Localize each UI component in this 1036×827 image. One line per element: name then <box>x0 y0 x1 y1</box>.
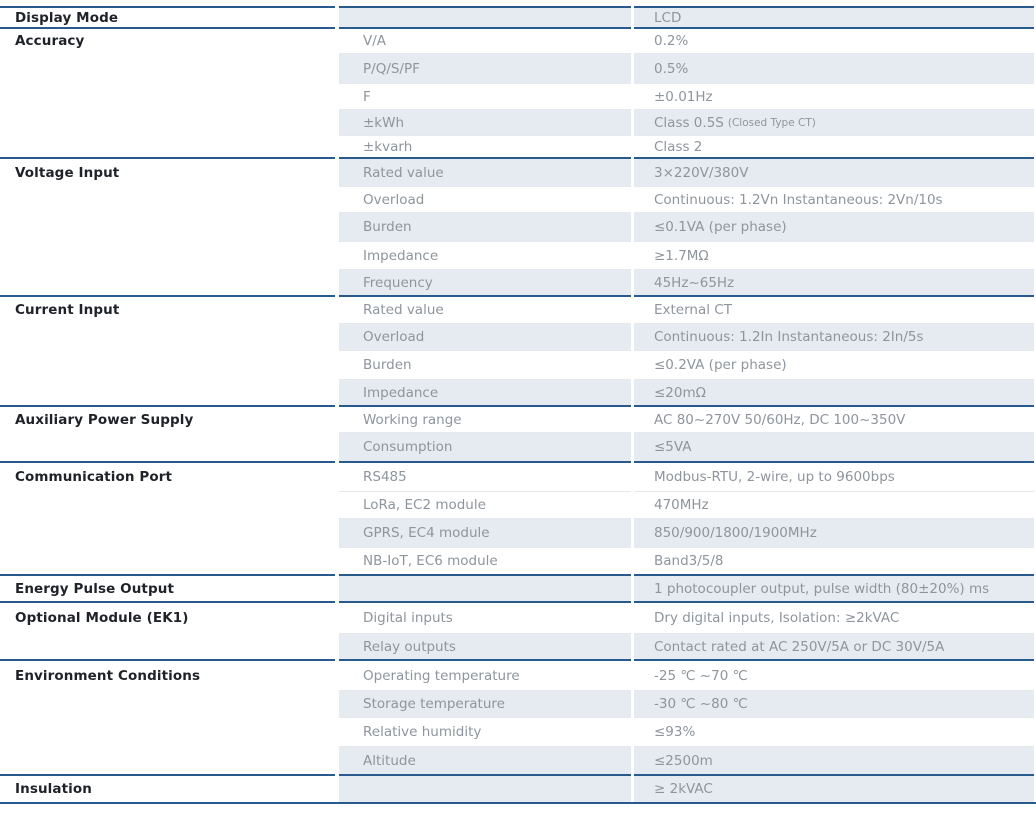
section-label-cell <box>0 186 335 212</box>
parameter-name: GPRS, EC4 module <box>363 525 490 541</box>
section-label-cell <box>0 135 335 157</box>
section-label-cell <box>0 746 335 774</box>
section-label-cell <box>0 432 335 461</box>
value-cell <box>634 547 1034 574</box>
spec-row <box>0 350 1036 379</box>
section-label-cell <box>0 241 335 269</box>
value-cell <box>634 269 1034 295</box>
parameter-cell <box>339 135 631 157</box>
spec-row <box>0 547 1036 574</box>
section-label-cell <box>0 717 335 746</box>
parameter-cell <box>339 295 631 323</box>
value-cell <box>634 746 1034 774</box>
spec-row <box>0 379 1036 405</box>
spec-row <box>0 461 1036 491</box>
section-label-cell <box>0 83 335 109</box>
parameter-value: Contact rated at AC 250V/5A or DC 30V/5A <box>654 638 945 655</box>
table-bottom-rule <box>0 802 1036 804</box>
parameter-name: Altitude <box>363 752 416 769</box>
section-label <box>0 27 335 53</box>
section-label <box>0 461 335 491</box>
value-cell <box>634 295 1034 323</box>
parameter-name: Burden <box>363 219 412 235</box>
section-label-text: Energy Pulse Output <box>15 580 175 597</box>
value-cell <box>634 405 1034 432</box>
parameter-value: ≤5VA <box>654 439 692 455</box>
spec-row <box>0 633 1036 659</box>
spec-row <box>0 491 1036 518</box>
parameter-value: AC 80~270V 50/60Hz, DC 100~350V <box>654 411 906 428</box>
parameter-name: RS485 <box>363 469 407 485</box>
section-label <box>0 601 335 633</box>
parameter-value: -25 ℃ ~70 ℃ <box>654 667 748 684</box>
parameter-value: Band3/5/8 <box>654 553 724 569</box>
parameter-name: LoRa, EC2 module <box>363 497 486 513</box>
parameter-name: ±kvarh <box>363 138 413 155</box>
spec-row <box>0 574 1036 601</box>
parameter-cell <box>339 269 631 295</box>
value-cell <box>634 774 1034 802</box>
spec-row <box>0 212 1036 241</box>
spec-row <box>0 27 1036 53</box>
section-label-cell <box>0 633 335 659</box>
parameter-value: 470MHz <box>654 497 709 513</box>
parameter-value: 850/900/1800/1900MHz <box>654 525 817 541</box>
spec-row <box>0 83 1036 109</box>
parameter-cell <box>339 379 631 405</box>
value-cell <box>634 350 1034 379</box>
parameter-cell <box>339 633 631 659</box>
parameter-name: P/Q/S/PF <box>363 60 420 77</box>
parameter-value: Continuous: 1.2In Instantaneous: 2In/5s <box>654 329 924 345</box>
value-cell <box>634 53 1034 83</box>
parameter-cell <box>339 574 631 601</box>
parameter-value: ≤0.1VA (per phase) <box>654 219 787 235</box>
parameter-cell <box>339 83 631 109</box>
parameter-name: Rated value <box>363 302 444 318</box>
parameter-name: F <box>363 88 371 105</box>
spec-row <box>0 157 1036 186</box>
parameter-cell <box>339 746 631 774</box>
parameter-name: Rated value <box>363 164 444 181</box>
value-cell <box>634 690 1034 717</box>
value-cell <box>634 518 1034 547</box>
section-label-text: Current Input <box>15 302 120 318</box>
parameter-cell <box>339 461 631 491</box>
value-cell <box>634 432 1034 461</box>
parameter-value: Continuous: 1.2Vn Instantaneous: 2Vn/10s <box>654 191 943 208</box>
parameter-name: V/A <box>363 33 387 49</box>
parameter-cell <box>339 350 631 379</box>
section-label <box>0 157 335 186</box>
value-cell <box>634 461 1034 491</box>
parameter-name: Impedance <box>363 384 439 401</box>
section-label-cell <box>0 269 335 295</box>
section-label-text: Insulation <box>15 781 92 797</box>
parameter-name: Operating temperature <box>363 667 520 684</box>
section-label <box>0 574 335 601</box>
section-label-cell <box>0 518 335 547</box>
parameter-name: Consumption <box>363 439 453 455</box>
parameter-value: External CT <box>654 302 732 318</box>
value-cell <box>634 27 1034 53</box>
parameter-cell <box>339 659 631 690</box>
spec-row <box>0 241 1036 269</box>
section-label-cell <box>0 212 335 241</box>
spec-row <box>0 269 1036 295</box>
parameter-value: Class 2 <box>654 138 703 155</box>
parameter-value: 0.2% <box>654 33 689 49</box>
parameter-cell <box>339 717 631 746</box>
spec-row <box>0 690 1036 717</box>
parameter-cell <box>339 774 631 802</box>
spec-row <box>0 186 1036 212</box>
section-label-cell <box>0 547 335 574</box>
parameter-value: 1 photocoupler output, pulse width (80±20%) ms <box>654 580 990 597</box>
parameter-name: Overload <box>363 329 425 345</box>
specification-table <box>0 6 1036 802</box>
parameter-value: 3×220V/380V <box>654 164 749 181</box>
section-label-text: Optional Module (EK1) <box>15 610 189 626</box>
value-cell <box>634 659 1034 690</box>
parameter-value: 45Hz~65Hz <box>654 274 735 291</box>
parameter-cell <box>339 53 631 83</box>
spec-row <box>0 6 1036 27</box>
parameter-cell <box>339 432 631 461</box>
section-label <box>0 295 335 323</box>
spec-row <box>0 432 1036 461</box>
spec-row <box>0 405 1036 432</box>
parameter-cell <box>339 109 631 135</box>
spec-row <box>0 717 1036 746</box>
spec-row <box>0 323 1036 350</box>
parameter-cell <box>339 157 631 186</box>
parameter-value: LCD <box>654 9 682 26</box>
parameter-cell <box>339 690 631 717</box>
parameter-cell <box>339 241 631 269</box>
parameter-cell <box>339 323 631 350</box>
spec-row <box>0 518 1036 547</box>
parameter-name: Storage temperature <box>363 696 505 712</box>
parameter-value: ≤93% <box>654 724 696 740</box>
value-cell <box>634 717 1034 746</box>
parameter-name: Working range <box>363 411 462 428</box>
parameter-name: ±kWh <box>363 114 405 131</box>
section-label-cell <box>0 379 335 405</box>
section-label-text: Display Mode <box>15 9 119 26</box>
section-label-text: Accuracy <box>15 33 85 49</box>
value-cell <box>634 633 1034 659</box>
value-cell <box>634 135 1034 157</box>
parameter-value: ≤0.2VA (per phase) <box>654 357 787 373</box>
section-label-text: Auxiliary Power Supply <box>15 411 194 428</box>
parameter-value: ±0.01Hz <box>654 88 713 105</box>
parameter-value: ≥ 2kVAC <box>654 781 713 797</box>
spec-row <box>0 659 1036 690</box>
value-cell <box>634 241 1034 269</box>
parameter-cell <box>339 27 631 53</box>
parameter-name: Burden <box>363 357 412 373</box>
section-label <box>0 774 335 802</box>
section-label-cell <box>0 109 335 135</box>
parameter-value: Dry digital inputs, Isolation: ≥2kVAC <box>654 610 900 626</box>
spec-row <box>0 109 1036 135</box>
parameter-value: ≤2500m <box>654 752 713 769</box>
value-cell <box>634 491 1034 518</box>
value-cell <box>634 83 1034 109</box>
parameter-name: Relay outputs <box>363 638 456 655</box>
value-cell <box>634 186 1034 212</box>
parameter-name: Digital inputs <box>363 610 453 626</box>
value-cell <box>634 212 1034 241</box>
section-label-text: Environment Conditions <box>15 667 201 684</box>
spec-row <box>0 295 1036 323</box>
parameter-value: 0.5% <box>654 60 689 77</box>
value-cell <box>634 6 1034 27</box>
section-label-cell <box>0 350 335 379</box>
parameter-cell <box>339 547 631 574</box>
section-label-text: Voltage Input <box>15 164 120 181</box>
spec-row <box>0 53 1036 83</box>
section-label-cell <box>0 690 335 717</box>
parameter-name: Overload <box>363 191 425 208</box>
spec-row <box>0 774 1036 802</box>
section-label-cell <box>0 491 335 518</box>
parameter-name: Relative humidity <box>363 724 482 740</box>
value-note: (Closed Type CT) <box>727 116 816 129</box>
section-label-text: Communication Port <box>15 469 173 485</box>
parameter-cell <box>339 491 631 518</box>
parameter-cell <box>339 405 631 432</box>
parameter-cell <box>339 212 631 241</box>
parameter-value: -30 ℃ ~80 ℃ <box>654 696 748 712</box>
section-label <box>0 6 335 27</box>
value-cell <box>634 323 1034 350</box>
spec-row <box>0 601 1036 633</box>
parameter-value: Modbus-RTU, 2-wire, up to 9600bps <box>654 469 895 485</box>
parameter-cell <box>339 6 631 27</box>
spec-row <box>0 746 1036 774</box>
value-cell <box>634 109 1034 135</box>
parameter-value: ≥1.7MΩ <box>654 247 709 264</box>
parameter-name: Frequency <box>363 274 433 291</box>
parameter-name: NB-IoT, EC6 module <box>363 553 498 569</box>
value-cell <box>634 379 1034 405</box>
section-label-cell <box>0 323 335 350</box>
parameter-value: ≤20mΩ <box>654 384 706 401</box>
parameter-cell <box>339 518 631 547</box>
parameter-cell <box>339 186 631 212</box>
parameter-value: Class 0.5S <box>654 114 724 131</box>
section-label <box>0 405 335 432</box>
section-label-cell <box>0 53 335 83</box>
parameter-cell <box>339 601 631 633</box>
value-cell <box>634 601 1034 633</box>
spec-row <box>0 135 1036 157</box>
parameter-name: Impedance <box>363 247 439 264</box>
value-cell <box>634 574 1034 601</box>
value-cell <box>634 157 1034 186</box>
section-label <box>0 659 335 690</box>
